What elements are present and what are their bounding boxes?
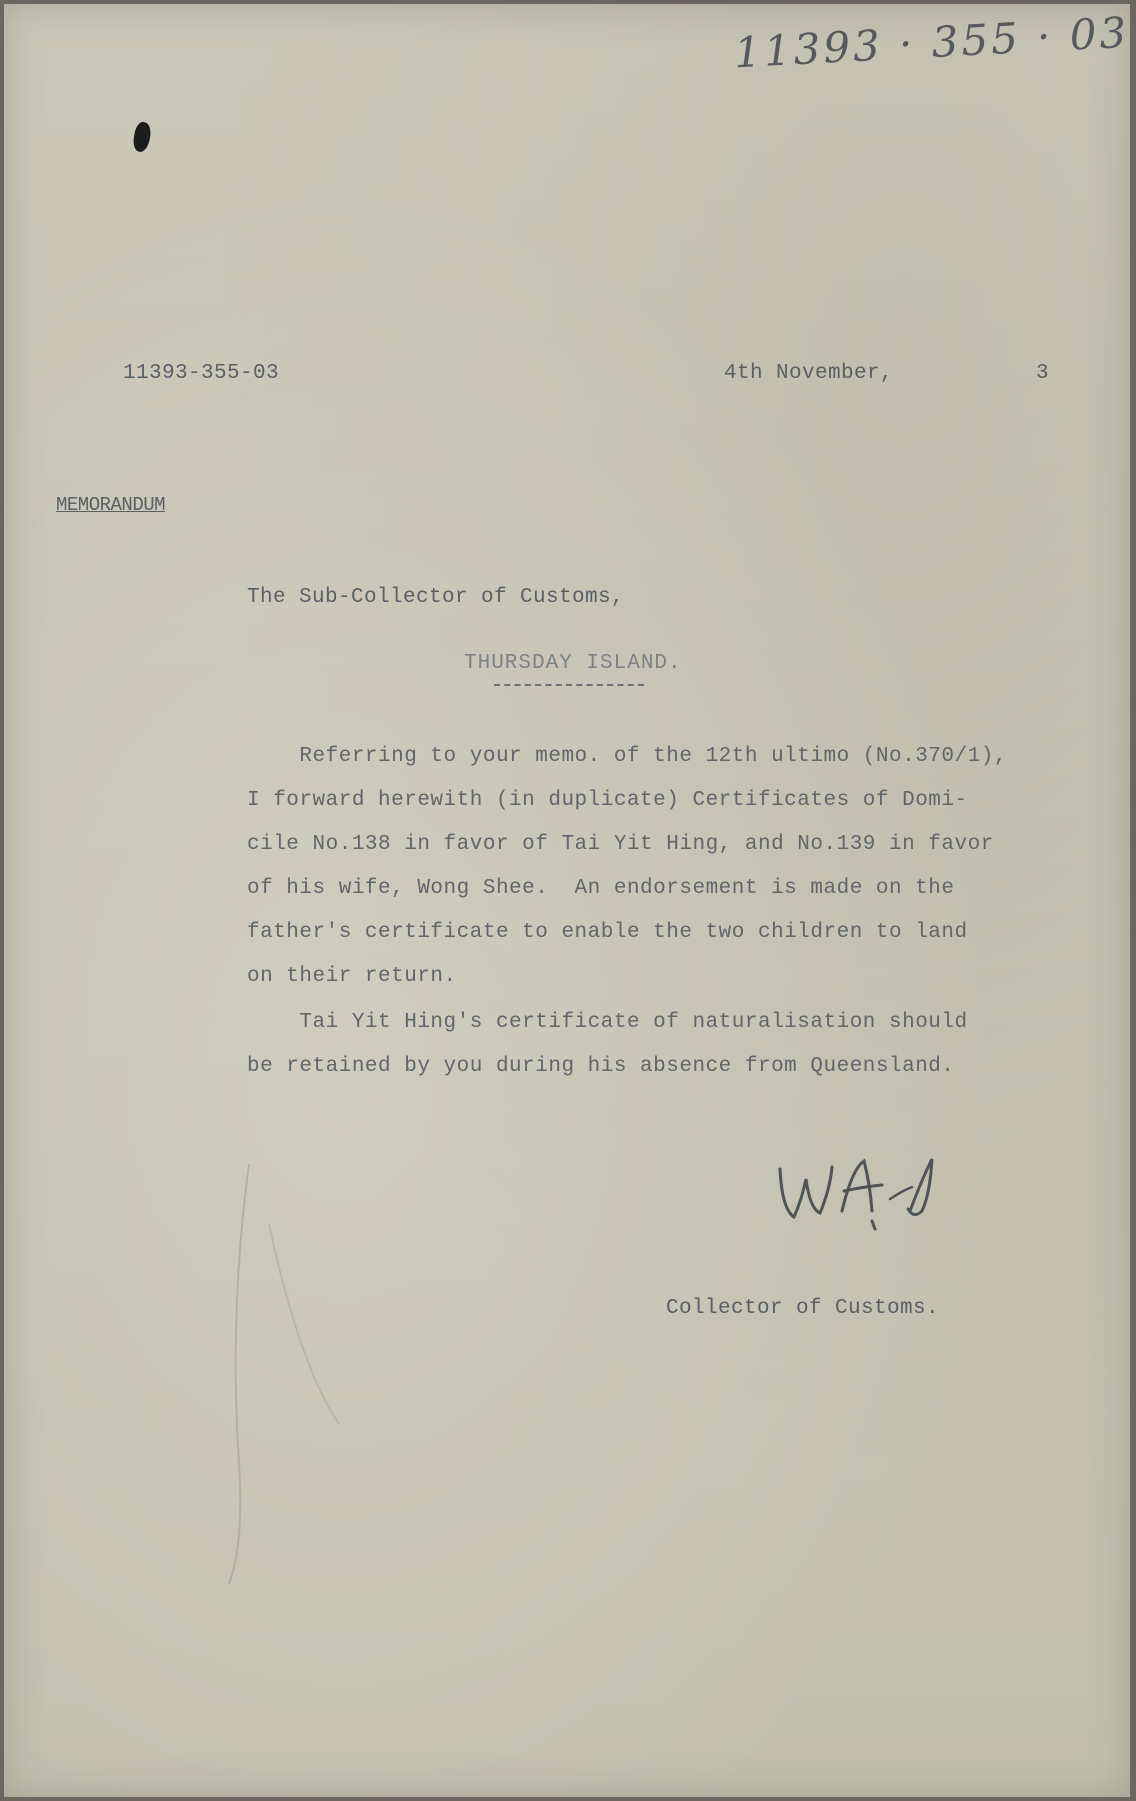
document-page: [4, 4, 1130, 1797]
signature-title: Collector of Customs.: [666, 1297, 940, 1320]
date-year-fragment: 3: [1036, 362, 1050, 385]
body-line: cile No.138 in favor of Tai Yit Hing, and No.139 in favor: [247, 833, 994, 856]
ink-spot: [131, 121, 153, 154]
body-line: on their return.: [247, 965, 457, 988]
location: THURSDAY ISLAND.: [464, 652, 682, 675]
memorandum-heading: MEMORANDUM: [56, 494, 166, 516]
body-line: father's certificate to enable the two children to land: [247, 921, 968, 944]
addressee: The Sub-Collector of Customs,: [247, 586, 625, 609]
reference-number: 11393-355-03: [123, 362, 280, 385]
body-line: of his wife, Wong Shee. An endorsement is made on the: [247, 877, 955, 900]
date: 4th November,: [724, 362, 894, 385]
handwritten-reference: 11393 · 355 · 03: [732, 7, 1130, 78]
body-line: Tai Yit Hing's certificate of naturalisation should: [247, 1011, 968, 1034]
handwritten-signature: [772, 1139, 992, 1239]
body-line: be retained by you during his absence from Queensland.: [247, 1055, 955, 1078]
body-line: I forward herewith (in duplicate) Certificates of Domi-: [247, 789, 968, 812]
paper-crease: [209, 1164, 369, 1584]
body-line: Referring to your memo. of the 12th ultimo (No.370/1),: [247, 745, 1007, 768]
location-underline: [494, 684, 644, 686]
